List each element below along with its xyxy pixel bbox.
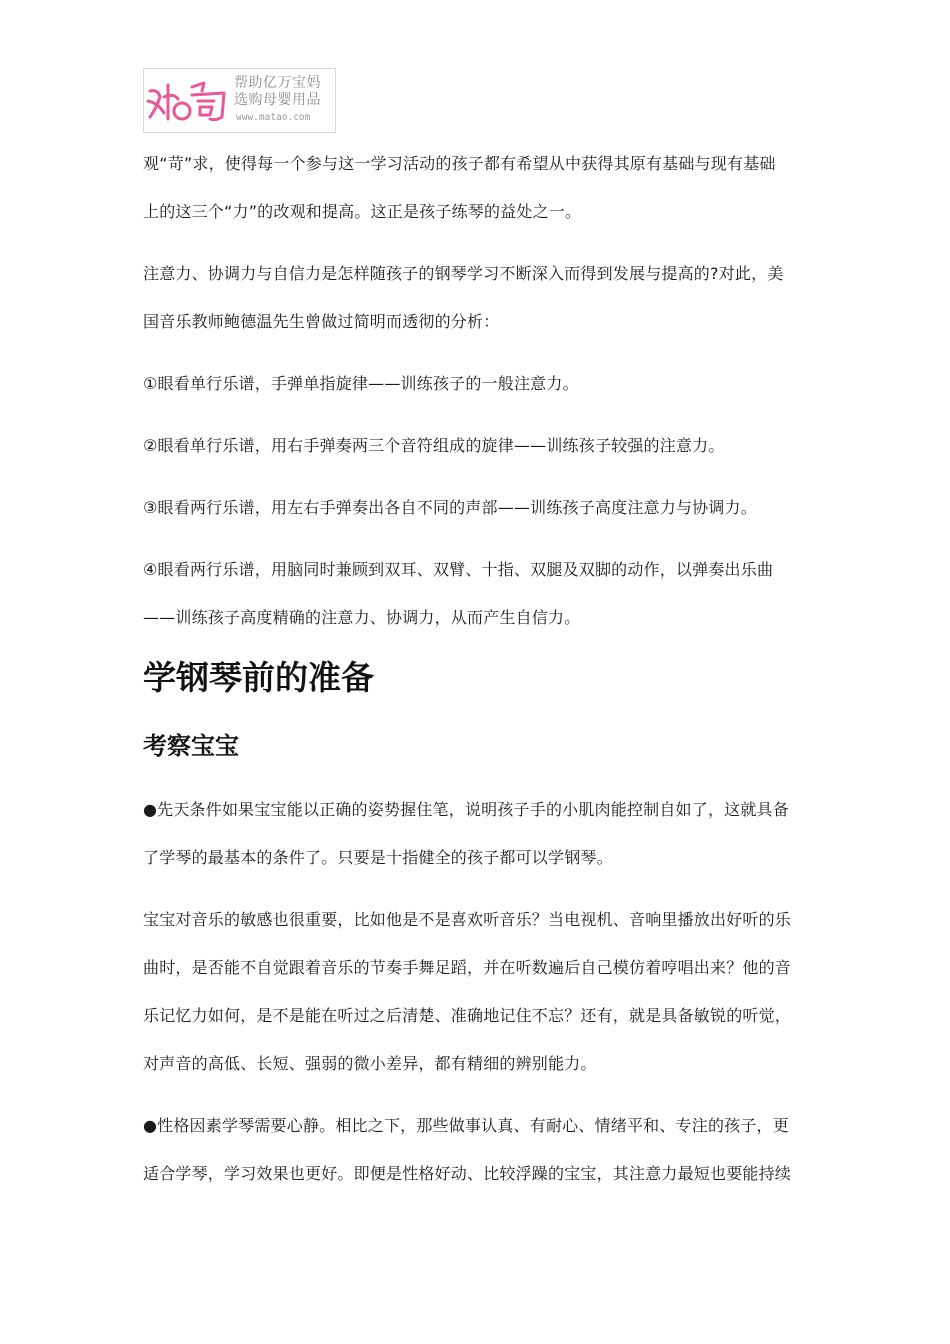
article-body: [143, 140, 815, 1198]
paragraph-line: ④眼看两行乐谱，用脑同时兼顾到双耳、双臂、十指、双腿及双脚的动作，以弹奏出乐曲: [143, 560, 774, 579]
paragraph-line: 了学琴的最基本的条件了。只要是十指健全的孩子都可以学钢琴。: [143, 848, 613, 867]
paragraph-line: ●先天条件如果宝宝能以正确的姿势握住笔，说明孩子手的小肌肉能控制自如了，这就具备: [143, 800, 789, 819]
section-heading: 学钢琴前的准备: [143, 658, 374, 697]
paragraph-line: ●性格因素学琴需要心静。相比之下，那些做事认真、有耐心、情绪平和、专注的孩子，更: [143, 1116, 789, 1135]
paragraph: [143, 360, 815, 408]
logo-tagline: 帮助亿万宝妈 选购母婴用品: [234, 75, 321, 108]
paragraph-line: ②眼看单行乐谱，用右手弹奏两三个音符组成的旋律——训练孩子较强的注意力。: [143, 436, 725, 455]
paragraph-line: ③眼看两行乐谱，用左右手弹奏出各自不同的声部——训练孩子高度注意力与协调力。: [143, 498, 757, 517]
paragraph-line: 上的这三个“力”的改观和提高。这正是孩子练琴的益处之一。: [143, 202, 582, 221]
paragraph: [143, 484, 815, 532]
paragraph-line: 适合学琴，学习效果也更好。即便是性格好动、比较浮躁的宝宝，其注意力最短也要能持续: [143, 1164, 792, 1183]
paragraph-line: 乐记忆力如何，是不是能在听过之后清楚、准确地记住不忘？还有，就是具备敏锐的听觉，: [143, 1006, 792, 1025]
site-logo[interactable]: [143, 68, 336, 133]
paragraph: [143, 896, 815, 1088]
subsection-heading: 考察宝宝: [143, 732, 239, 760]
paragraph-line: ①眼看单行乐谱，手弹单指旋律——训练孩子的一般注意力。: [143, 374, 579, 393]
paragraph: [143, 422, 815, 470]
paragraph: [143, 1102, 815, 1198]
paragraph: [143, 250, 815, 346]
paragraph-line: 对声音的高低、长短、强弱的微小差异，都有精细的辨别能力。: [143, 1054, 597, 1073]
paragraph-line: 曲时，是否能不自觉跟着音乐的节奏手舞足蹈，并在听数遍后自己模仿着哼唱出来？他的音: [143, 958, 792, 977]
paragraph-line: ——训练孩子高度精确的注意力、协调力，从而产生自信力。: [143, 608, 581, 627]
paragraph-line: 注意力、协调力与自信力是怎样随孩子的钢琴学习不断深入而得到发展与提高的?对此，美: [143, 264, 784, 283]
paragraph-line: 国音乐教师鲍德温先生曾做过简明而透彻的分析：: [143, 312, 500, 331]
paragraph: [143, 786, 815, 882]
paragraph-line: 宝宝对音乐的敏感也很重要，比如他是不是喜欢听音乐？当电视机、音响里播放出好听的乐: [143, 910, 792, 929]
paragraph: [143, 546, 815, 642]
paragraph: [143, 140, 815, 236]
logo-url: www.matao.com: [236, 112, 311, 123]
paragraph-line: 观“苛”求，使得每一个参与这一学习活动的孩子都有希望从中获得其原有基础与现有基础: [143, 154, 776, 173]
